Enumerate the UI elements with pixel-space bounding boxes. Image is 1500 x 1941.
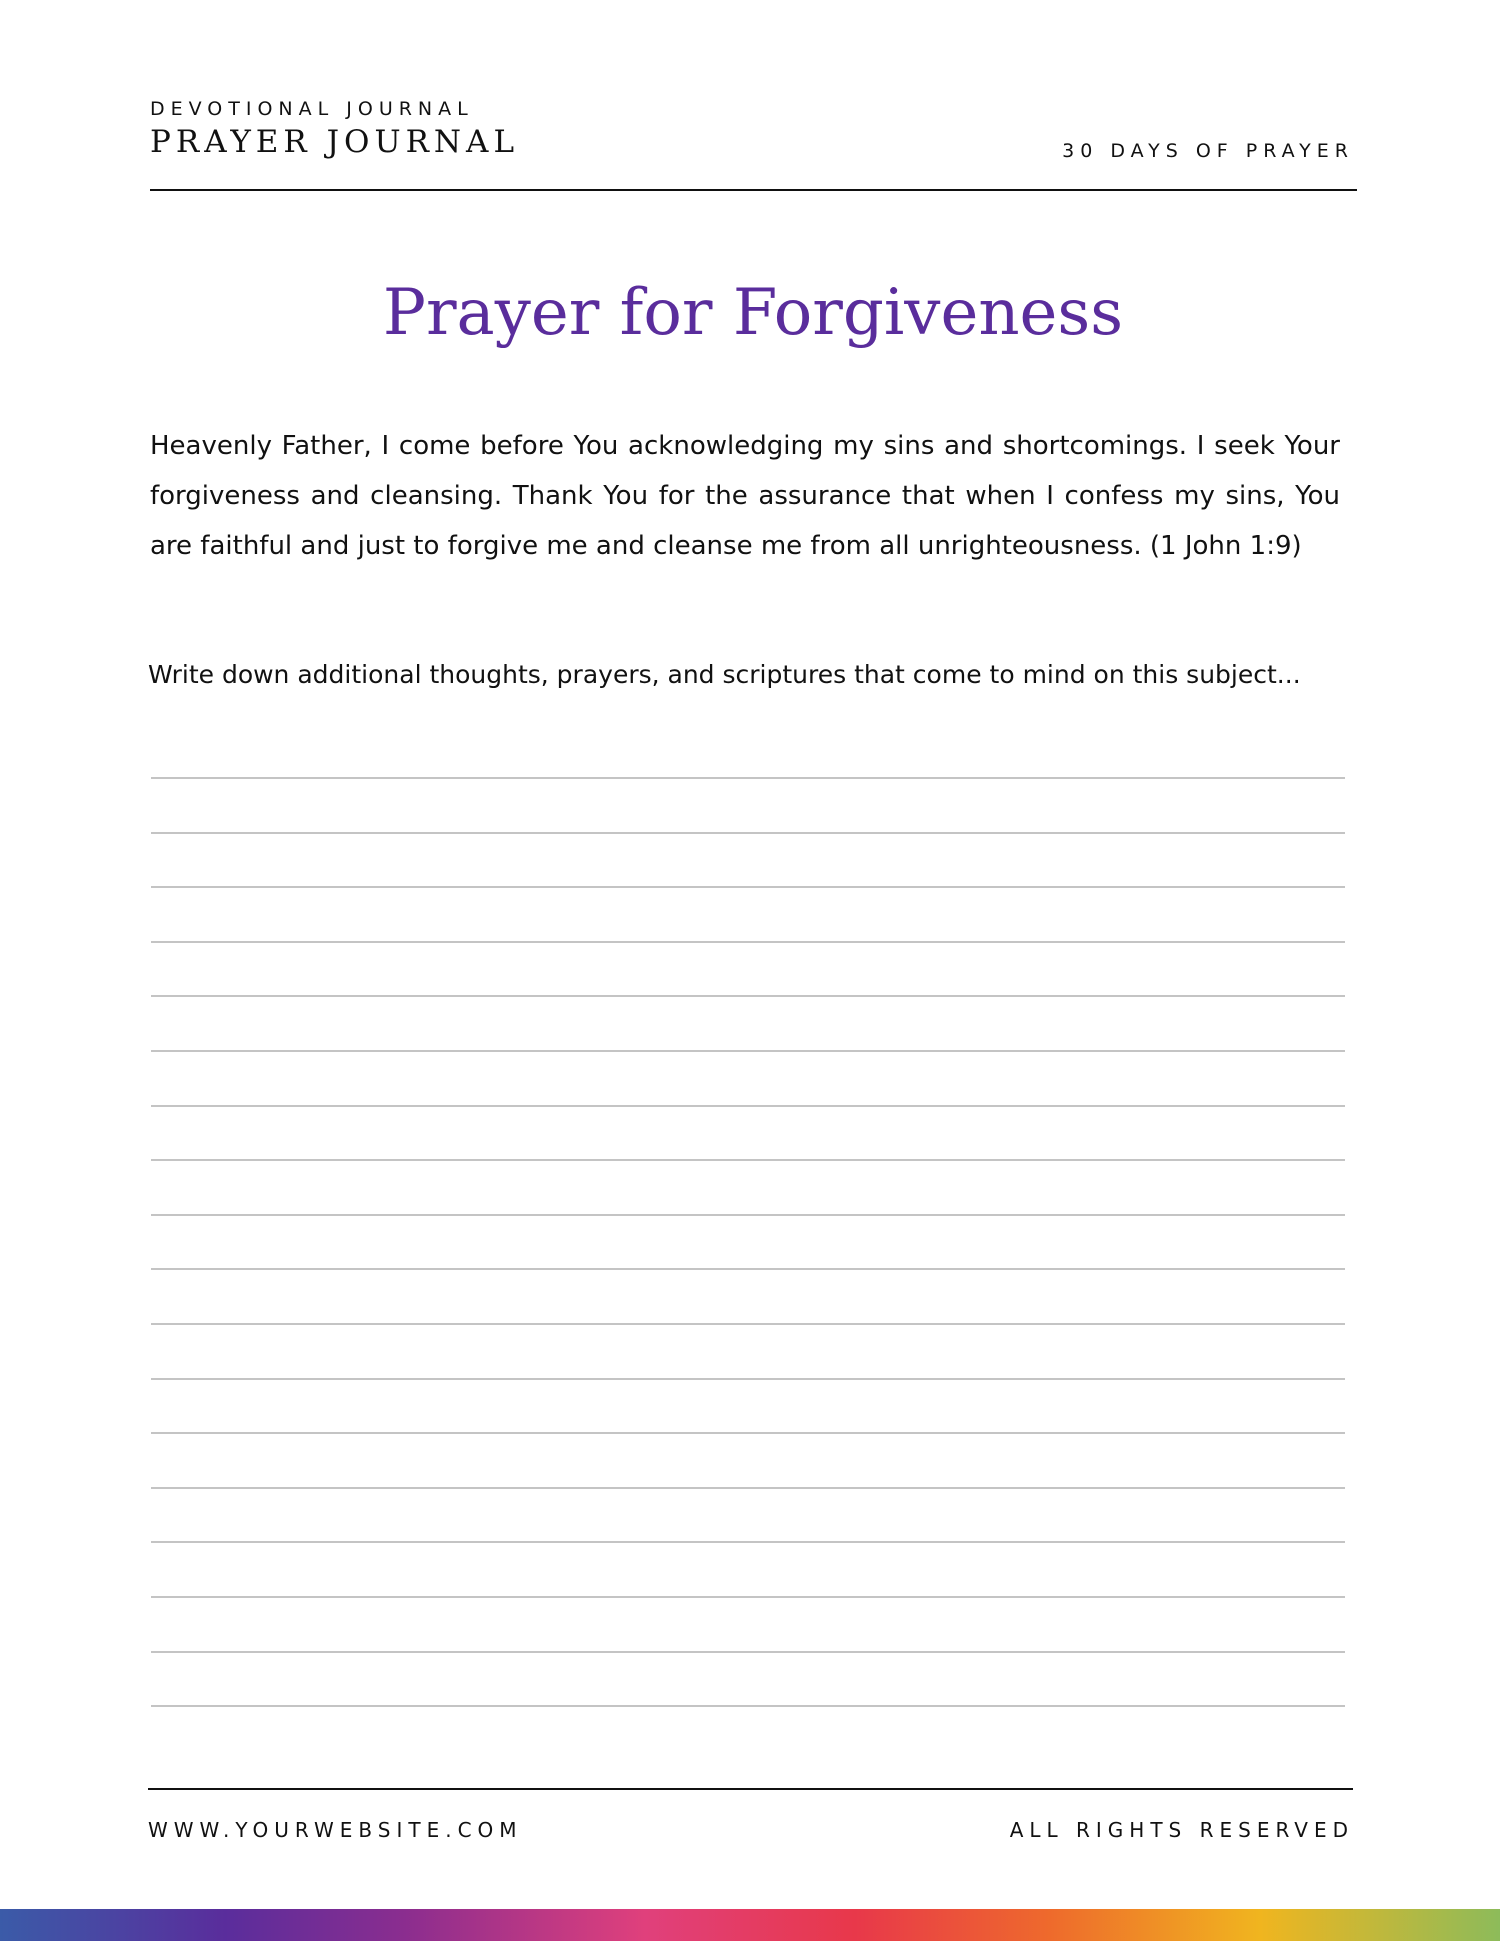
writing-line <box>151 1214 1345 1216</box>
rainbow-gradient-bar <box>0 1909 1500 1941</box>
writing-line <box>151 1050 1345 1052</box>
writing-line <box>151 1378 1345 1380</box>
footer-divider <box>148 1788 1353 1790</box>
page-title: Prayer for Forgiveness <box>382 276 1124 350</box>
header-series-label: 30 DAYS OF PRAYER <box>1062 140 1354 162</box>
writing-line <box>151 1105 1345 1107</box>
writing-line <box>151 995 1345 997</box>
writing-line <box>151 777 1345 779</box>
header-subtitle: DEVOTIONAL JOURNAL <box>150 98 474 120</box>
writing-area[interactable] <box>151 777 1345 1760</box>
writing-line <box>151 1432 1345 1434</box>
footer-website: WWW.YOURWEBSITE.COM <box>148 1818 523 1842</box>
journal-prompt: Write down additional thoughts, prayers, and scriptures that come to mind on this subject... <box>148 660 1301 689</box>
writing-line <box>151 1541 1345 1543</box>
writing-line <box>151 886 1345 888</box>
header-title: PRAYER JOURNAL <box>150 124 520 160</box>
writing-line <box>151 1705 1345 1707</box>
writing-line <box>151 941 1345 943</box>
writing-line <box>151 1268 1345 1270</box>
writing-line <box>151 1159 1345 1161</box>
writing-line <box>151 1596 1345 1598</box>
header-divider <box>150 189 1357 191</box>
writing-line <box>151 1323 1345 1325</box>
footer-rights: ALL RIGHTS RESERVED <box>1009 1818 1354 1842</box>
writing-line <box>151 832 1345 834</box>
writing-line <box>151 1487 1345 1489</box>
writing-line <box>151 1651 1345 1653</box>
prayer-text: Heavenly Father, I come before You acknowledging my sins and shortcomings. I seek Your forgiveness and cleansing. Thank You for the assurance that when I confess my sins, You are faithful and just to forgive me and cleanse me from all unrighteousness. (1 John 1:9) <box>150 431 1340 561</box>
